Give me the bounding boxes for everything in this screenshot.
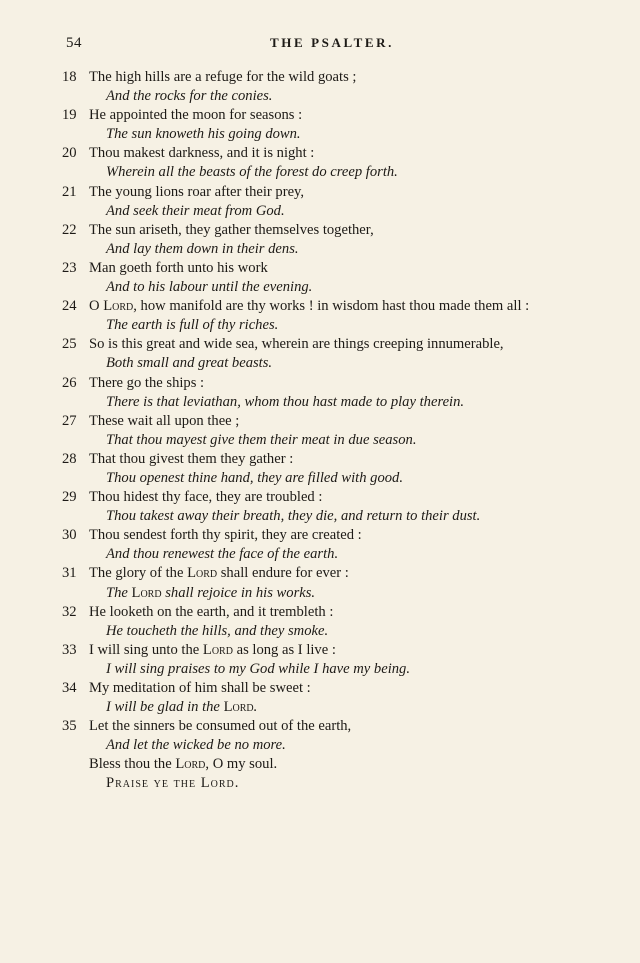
verse-number: 21 <box>62 183 77 200</box>
verse-line-first <box>0 679 640 698</box>
verse-text: And seek their meat from God. <box>106 202 285 219</box>
verse-second-half <box>106 698 257 717</box>
verse-line-first <box>0 450 640 469</box>
verse-first-half <box>89 450 293 469</box>
verse-text: And lay them down in their dens. <box>106 240 299 257</box>
verse-text: And thou renewest the face of the earth. <box>106 546 339 563</box>
verse-line-first <box>0 259 640 278</box>
verse-first-half <box>89 603 333 622</box>
verse-second-half <box>106 316 278 335</box>
verse-number: 24 <box>62 298 77 315</box>
verse-line-first <box>0 68 640 87</box>
verse-line-first <box>0 183 640 202</box>
verse-text: And the rocks for the conies. <box>106 88 273 105</box>
verse-text: shall endure for ever : <box>217 565 349 582</box>
verse-text: There go the ships : <box>89 374 205 391</box>
verse-second-half <box>106 202 285 221</box>
verse-text: And let the wicked be no more. <box>106 737 286 754</box>
verse-text: He looketh on the earth, and it trembleth : <box>89 603 334 620</box>
verse-first-half <box>89 412 239 431</box>
verse-first-half <box>89 221 374 240</box>
verse-text: Thou makest darkness, and it is night : <box>89 145 315 162</box>
divine-name: Lord <box>202 641 233 658</box>
verse-text: Man goeth forth unto his work <box>89 259 268 276</box>
verse-text: He toucheth the hills, and they smoke. <box>106 622 329 639</box>
verse-line-second <box>0 316 640 335</box>
verse-line-first <box>0 374 640 393</box>
verse-first-half <box>89 68 356 87</box>
verse-text: Thou openest thine hand, they are filled with good. <box>106 469 403 486</box>
verse-line-first <box>0 603 640 622</box>
verse-second-half <box>106 163 398 182</box>
praise-text: Praise ye the Lord. <box>106 775 240 792</box>
verse-text: I will sing praises to my God while I have my being. <box>106 660 410 677</box>
verse-text: He appointed the moon for seasons : <box>89 107 303 124</box>
verse-number: 31 <box>62 565 77 582</box>
verse-line-second <box>0 354 640 373</box>
verse-second-half <box>106 431 416 450</box>
verse-line-first <box>0 641 640 660</box>
verse-second-half <box>106 584 315 603</box>
verse-number: 25 <box>62 336 77 353</box>
verse-second-half <box>106 87 272 106</box>
verse-line-second <box>0 545 640 564</box>
verse-first-half <box>89 564 349 583</box>
verse-line-second <box>0 240 640 259</box>
verse-text: That thou mayest give them their meat in due season. <box>106 431 417 448</box>
verse-number: 23 <box>62 259 77 276</box>
divine-name: Lord <box>187 565 218 582</box>
running-title: THE PSALTER. <box>270 35 394 50</box>
verse-number: 28 <box>62 450 77 467</box>
verse-number: 27 <box>62 412 77 429</box>
verse-line-second <box>0 507 640 526</box>
doxology-text <box>89 755 277 774</box>
verse-line-first <box>0 221 640 240</box>
verse-line-second <box>0 660 640 679</box>
verse-text: And to his labour until the evening. <box>106 279 313 296</box>
verse-number: 22 <box>62 221 77 238</box>
verse-line-second <box>0 202 640 221</box>
verse-second-half <box>106 240 299 259</box>
verse-text: My meditation of him shall be sweet : <box>89 680 311 696</box>
verse-first-half <box>89 641 336 660</box>
divine-name: Lord <box>103 298 134 315</box>
verse-number: 26 <box>62 374 77 391</box>
verse-first-half <box>89 335 504 354</box>
verse-text: The young lions roar after their prey, <box>89 183 305 200</box>
verse-line-first <box>0 297 640 316</box>
verse-text: The <box>106 584 132 601</box>
verse-first-half <box>89 259 268 278</box>
verse-number: 20 <box>62 145 77 162</box>
verse-text: O <box>89 298 104 315</box>
verse-line-second <box>0 584 640 603</box>
verse-number: 32 <box>62 603 77 620</box>
verse-text: Thou sendest forth thy spirit, they are created : <box>89 527 362 544</box>
verse-line-second <box>0 163 640 182</box>
verse-text: So is this great and wide sea, wherein are things creeping innumerable, <box>89 336 504 353</box>
verse-line-second <box>0 393 640 412</box>
verse-list <box>0 68 640 794</box>
verse-text: Thou hidest thy face, they are troubled : <box>89 489 323 506</box>
verse-text: There is that leviathan, whom thou hast made to play therein. <box>106 393 465 410</box>
verse-first-half <box>89 297 529 316</box>
verse-line-first <box>0 526 640 545</box>
verse-number: 30 <box>62 527 77 544</box>
verse-text: Let the sinners be consumed out of the earth, <box>89 718 352 735</box>
verse-line-first <box>0 488 640 507</box>
verse-text: I will be glad in the <box>106 699 224 716</box>
divine-name: Lord <box>223 699 254 716</box>
verse-second-half <box>106 545 338 564</box>
verse-first-half <box>89 183 304 202</box>
verse-text: as long as I live : <box>232 641 336 658</box>
verse-number: 34 <box>62 680 77 696</box>
verse-second-half <box>106 736 286 755</box>
verse-text: These wait all upon thee ; <box>89 412 240 429</box>
verse-first-half <box>89 679 311 698</box>
verse-second-half <box>106 354 272 373</box>
verse-second-half <box>106 469 403 488</box>
verse-text: The glory of the <box>89 565 188 582</box>
divine-name: Lord <box>175 756 206 773</box>
verse-line-first <box>0 717 640 736</box>
verse-first-half <box>89 144 314 163</box>
verse-first-half <box>89 374 204 393</box>
verse-line-first <box>0 564 640 583</box>
verse-text: The earth is full of thy riches. <box>106 317 279 334</box>
verse-text: I will sing unto the <box>89 641 203 658</box>
verse-first-half <box>89 717 351 736</box>
verse-second-half <box>106 622 328 641</box>
verse-line-first <box>0 335 640 354</box>
verse-first-half <box>89 106 302 125</box>
verse-line-second <box>0 87 640 106</box>
verse-text: shall rejoice in his works. <box>161 584 316 601</box>
divine-name: Lord <box>131 584 162 601</box>
verse-line-second <box>0 469 640 488</box>
verse-text: Both small and great beasts. <box>106 355 273 372</box>
verse-text: That thou givest them they gather : <box>89 450 294 467</box>
verse-line-first <box>0 106 640 125</box>
verse-line-second <box>0 622 640 641</box>
verse-number: 29 <box>62 489 77 506</box>
verse-text: The high hills are a refuge for the wild goats ; <box>89 69 357 85</box>
verse-text: Thou takest away their breath, they die, and return to their dust. <box>106 508 481 525</box>
verse-line-second <box>0 736 640 755</box>
verse-text: The sun knoweth his going down. <box>106 126 301 143</box>
verse-second-half <box>106 507 480 526</box>
verse-text: , O my soul. <box>205 756 278 773</box>
verse-text: The sun ariseth, they gather themselves together, <box>89 221 374 238</box>
verse-second-half <box>106 278 312 297</box>
praise-line <box>0 774 640 793</box>
verse-second-half <box>106 393 464 412</box>
verse-second-half <box>106 660 410 679</box>
verse-number: 33 <box>62 641 77 658</box>
verse-line-first <box>0 144 640 163</box>
verse-text: . <box>253 699 258 716</box>
verse-text: , how manifold are thy works ! in wisdom hast thou made them all : <box>133 298 530 315</box>
verse-line-second <box>0 698 640 717</box>
verse-text: Bless thou the <box>89 756 176 773</box>
verse-number: 19 <box>62 107 77 124</box>
verse-text: Wherein all the beasts of the forest do creep forth. <box>106 164 398 181</box>
verse-first-half <box>89 488 322 507</box>
verse-line-second <box>0 278 640 297</box>
verse-first-half <box>89 526 362 545</box>
verse-number: 35 <box>62 718 77 735</box>
verse-line-second <box>0 125 640 144</box>
verse-second-half <box>106 125 301 144</box>
verse-line-first <box>0 412 640 431</box>
verse-line-second <box>0 431 640 450</box>
verse-number: 18 <box>62 69 77 85</box>
page-number: 54 <box>66 35 82 51</box>
doxology-line <box>0 755 640 774</box>
